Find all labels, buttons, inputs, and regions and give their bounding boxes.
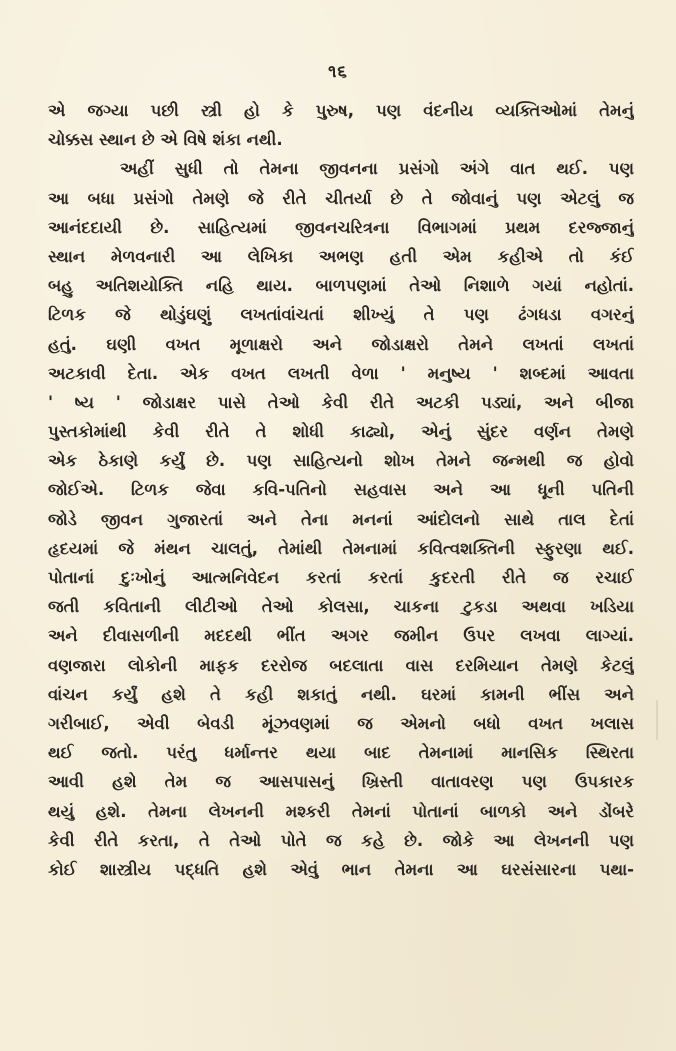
text-line: સ્થાન મેળવનારી આ લેખિકા અભણ હતી એમ કહીએ તો કંઈ (48, 246, 634, 266)
text-line: એક ઠેકાણે કર્યું છે. પણ સાહિત્યનો શોખ તેમને જન્મથી જ હોવો (48, 451, 634, 471)
text-line: અને દીવાસળીની મદદથી ભીંત અગર જમીન ઉપર લખવા લાગ્યાં. (48, 626, 634, 646)
text-line: જોઈએ. ટિળક જેવા કવિ-પતિનો સહવાસ અને આ ધૂની પતિની (48, 480, 634, 500)
text-line: અટકાવી દેતા. એક વખત લખતી વેળા ' મનુષ્ય ' શબ્દમાં આવતા (48, 363, 634, 383)
text-line: ' ષ્ય ' જોડાક્ષર પાસે તેઓ કેવી રીતે અટકી પડ્યાં, અને બીજા (48, 392, 634, 412)
text-line: ગરીબાઈ, એવી બેવડી મૂંઝવણમાં જ એમનો બધો વખત ખલાસ (48, 713, 634, 733)
body-text (48, 96, 634, 884)
text-line: બહુ અતિશયોક્તિ નહિ થાય. બાળપણમાં તેઓ નિશાળે ગયાં નહોતાં. (48, 276, 634, 296)
text-line: આ બધા પ્રસંગો તેમણે જે રીતે ચીતર્યા છે તે જોવાનું પણ એટલું જ (48, 188, 634, 208)
text-line: હૃદયમાં જે મંથન ચાલતું, તેમાંથી તેમનામાં કવિત્વશક્તિની સ્ફુરણા થઈ. (48, 538, 634, 558)
text-line: પોતાનાં દુઃખોનું આત્મનિવેદન કરતાં કરતાં કુદરતી રીતે જ રચાઈ (48, 568, 634, 587)
text-line: આવી હશે તેમ જ આસપાસનું ખ્રિસ્તી વાતાવરણ પણ ઉપકારક (48, 772, 634, 792)
text-line: ટિળક જે થોડુંઘણું લખતાંવાંચતાં શીખ્યું તે પણ ઢંગધડા વગરનું (48, 305, 634, 325)
text-line: જોડે જીવન ગુજારતાં અને તેના મનનાં આંદોલનો સાથે તાલ દેતાં (48, 509, 634, 529)
text-line: વાંચન કર્યું હશે તે કહી શકાતું નથી. ઘરમાં કામની ભીંસ અને (48, 684, 634, 704)
text-line: કેવી રીતે કરતા, તે તેઓ પોતે જ કહે છે. જોકે આ લેખનની પણ (48, 830, 634, 850)
text-line: હતું. ઘણી વખત મૂળાક્ષરો અને જોડાક્ષરો તેમને લખતાં લખતાં (48, 334, 634, 354)
text-line: કોઈ શાસ્ત્રીય પદ્ધતિ હશે એવું ભાન તેમના આ ઘરસંસારના પથા- (48, 859, 634, 879)
page-number: ૧૬ (328, 62, 348, 82)
text-line: ચોક્કસ સ્થાન છે એ વિષે શંકા નથી. (48, 130, 283, 150)
text-line: એ જગ્યા પછી સ્ત્રી હો કે પુરુષ, પણ વંદનીય વ્યક્તિઓમાં તેમનું (48, 101, 634, 120)
text-line: વણજારા લોકોની માફક દરરોજ બદલાતા વાસ દરમિયાન તેમણે કેટલું (48, 655, 634, 675)
text-line: થયું હશે. તેમના લેખનની મશ્કરી તેમનાં પોતાનાં બાળકો અને ડોંબરે (48, 801, 634, 821)
page-edge-shadow (656, 700, 658, 740)
text-line: થઈ જતો. પરંતુ ધર્માન્તર થયા બાદ તેમનામાં માનસિક સ્થિરતા (48, 743, 634, 763)
text-line: આનંદદાયી છે. સાહિત્યમાં જીવનચરિત્રના વિભાગમાં પ્રથમ દરજ્જાનું (48, 217, 634, 237)
text-line: પુસ્તકોમાંથી કેવી રીતે તે શોધી કાઢ્યો, એનું સુંદર વર્ણન તેમણે (48, 422, 634, 442)
text-line: જતી કવિતાની લીટીઓ તેઓ કોલસા, ચાકના ટુકડા અથવા ખડિયા (48, 597, 634, 617)
text-line: અહીં સુધી તો તેમના જીવનના પ્રસંગો અંગે વાત થઈ. પણ (120, 159, 634, 179)
